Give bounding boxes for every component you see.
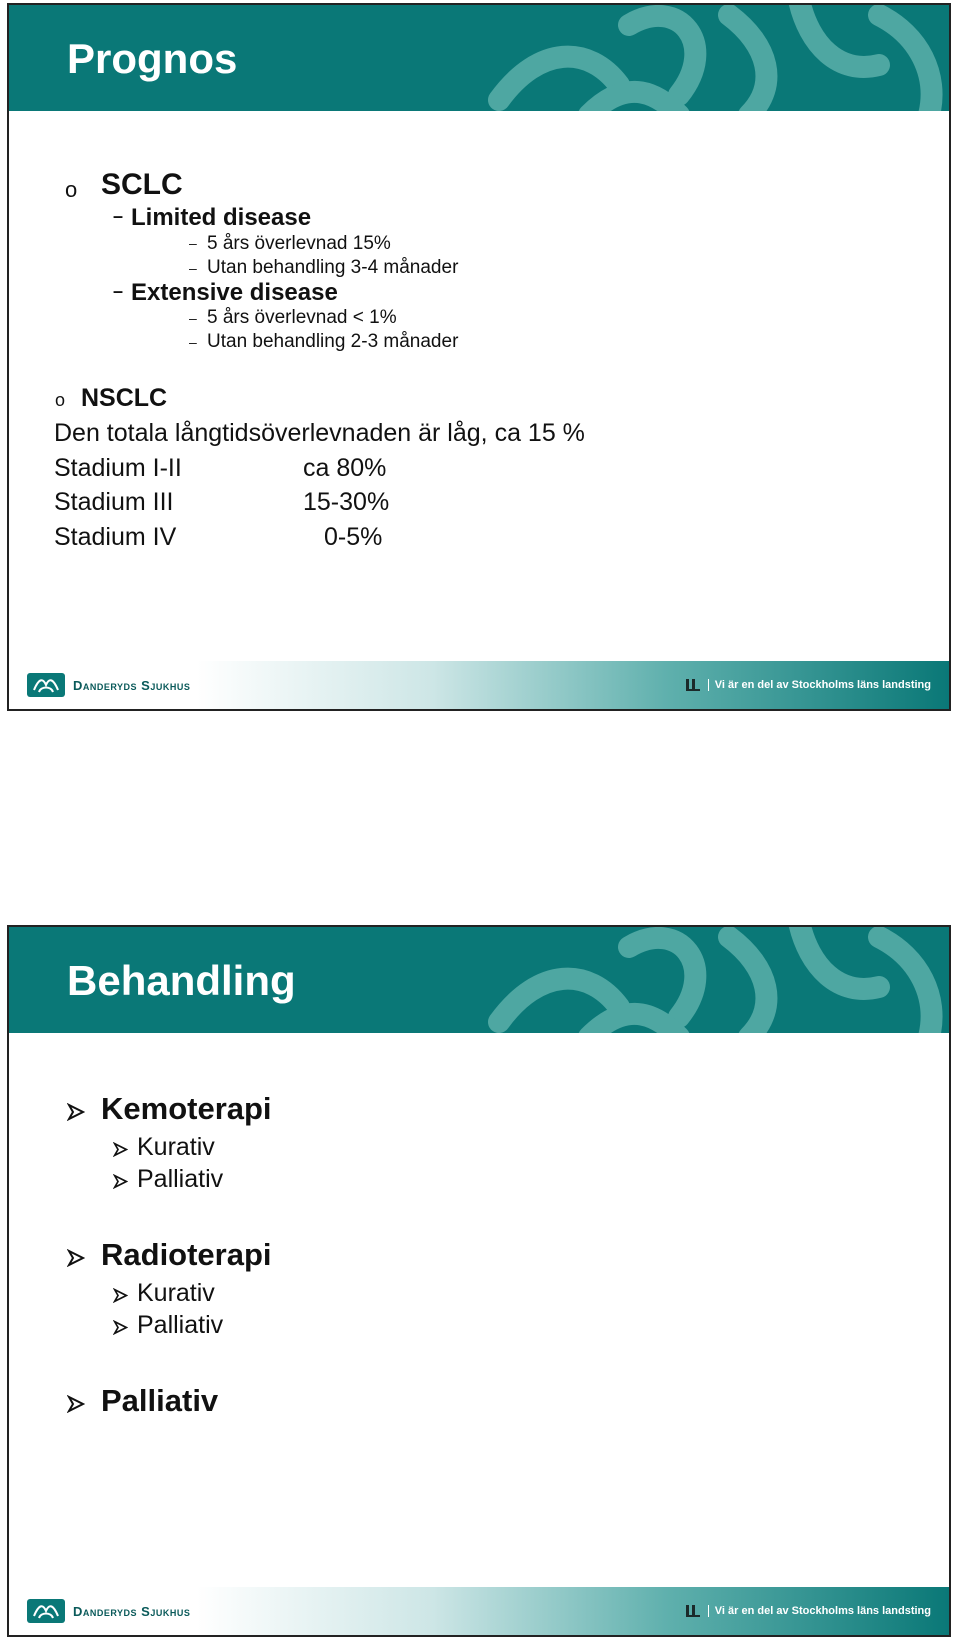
treatment-item: Palliativ	[137, 1165, 224, 1193]
limited-disease-heading: Limited disease	[131, 204, 312, 231]
arrow-bullet-icon	[113, 1142, 128, 1162]
hospital-logo-icon	[27, 673, 65, 697]
limited-item: Utan behandling 3-4 månader	[207, 257, 459, 278]
arrow-bullet-icon	[67, 1103, 85, 1126]
limited-item: 5 års överlevnad 15%	[207, 233, 391, 254]
treatment-item: Palliativ	[137, 1311, 224, 1339]
logo-right-text: Vi är en del av Stockholms läns landsting	[708, 1605, 931, 1617]
extensive-disease-heading: Extensive disease	[131, 279, 338, 306]
landsting-mark-icon	[684, 1603, 702, 1619]
treatment-heading: Radioterapi	[101, 1237, 272, 1272]
slide-header	[9, 5, 949, 111]
dash-icon: –	[189, 334, 197, 350]
stage-value: ca 80%	[303, 454, 387, 482]
bullet-circle-icon: o	[65, 177, 78, 202]
page-title: Prognos	[67, 35, 238, 82]
landsting-logo	[684, 677, 931, 693]
stage-name: Stadium IV	[54, 523, 177, 551]
stage-value: 15-30%	[303, 488, 390, 516]
stage-name: Stadium III	[54, 488, 174, 516]
page-title: Behandling	[67, 957, 296, 1004]
logo-left-text: Danderyds Sjukhus	[73, 677, 191, 693]
swirl-decoration-icon	[479, 927, 949, 1033]
bullet-circle-icon: o	[55, 390, 66, 410]
stage-value: 0-5%	[324, 523, 383, 551]
swirl-decoration-icon	[479, 5, 949, 111]
stage-name: Stadium I-II	[54, 454, 182, 482]
arrow-bullet-icon	[113, 1174, 128, 1194]
dash-icon: –	[189, 235, 197, 251]
nsclc-heading: NSCLC	[81, 384, 168, 412]
arrow-bullet-icon	[113, 1320, 128, 1340]
danderyds-logo	[27, 673, 190, 697]
danderyds-logo	[27, 1599, 190, 1623]
slide-footer	[9, 1587, 949, 1635]
extensive-item: Utan behandling 2-3 månader	[207, 331, 459, 352]
arrow-bullet-icon	[67, 1249, 85, 1272]
treatment-heading: Kemoterapi	[101, 1091, 272, 1126]
logo-right-text: Vi är en del av Stockholms läns landsting	[708, 679, 931, 691]
slide-header	[9, 927, 949, 1033]
treatment-heading: Palliativ	[101, 1383, 219, 1418]
landsting-mark-icon	[684, 677, 702, 693]
dash-icon: –	[113, 206, 124, 226]
slide-footer	[9, 661, 949, 709]
dash-icon: –	[113, 281, 124, 301]
arrow-bullet-icon	[67, 1395, 85, 1418]
logo-left-text: Danderyds Sjukhus	[73, 1603, 191, 1619]
slide-behandling	[7, 925, 951, 1637]
treatment-item: Kurativ	[137, 1279, 215, 1307]
arrow-bullet-icon	[113, 1288, 128, 1308]
landsting-logo	[684, 1603, 931, 1619]
nsclc-summary: Den totala långtidsöverlevnaden är låg, ca 15 %	[54, 419, 585, 447]
dash-icon: –	[189, 260, 197, 276]
sclc-heading: SCLC	[101, 168, 183, 201]
extensive-item: 5 års överlevnad < 1%	[207, 307, 397, 328]
hospital-logo-icon	[27, 1599, 65, 1623]
treatment-item: Kurativ	[137, 1133, 215, 1161]
slide-prognos	[7, 3, 951, 711]
dash-icon: –	[189, 310, 197, 326]
